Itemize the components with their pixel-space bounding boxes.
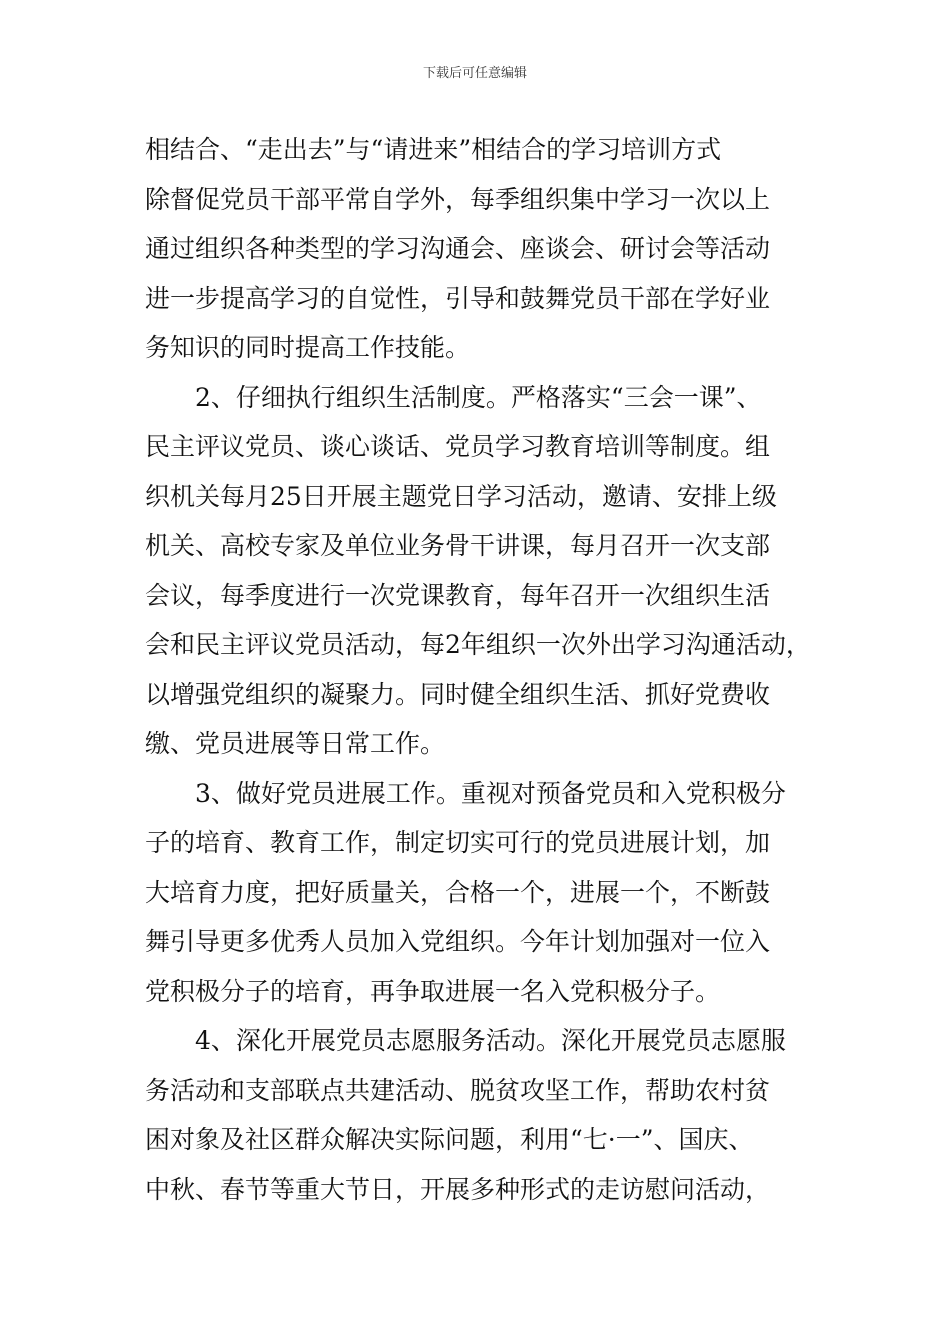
text-line: 中秋、春节等重大节日，开展多种形式的走访慰问活动， (145, 1174, 771, 1204)
text-line: 民主评议党员、谈心谈话、党员学习教育培训等制度。组 (145, 432, 771, 461)
text-line: 舞引导更多优秀人员加入党组织。今年计划加强对一位入 (145, 927, 771, 956)
text-line: 除督促党员干部平常自学外，每季组织集中学习一次以上 (145, 184, 771, 214)
text-line: 2、仔细执行组织生活制度。严格落实“三会一课”、 (195, 382, 762, 412)
text-line: 会议，每季度进行一次党课教育，每年召开一次组织生活 (145, 580, 771, 610)
text-line: 子的培育、教育工作，制定切实可行的党员进展计划，加 (145, 828, 771, 857)
text-line: 缴、党员进展等日常工作。 (145, 729, 446, 758)
text-line: 务活动和支部联点共建活动、脱贫攻坚工作，帮助农村贫 (145, 1075, 771, 1105)
text-line: 党积极分子的培育，再争取进展一名入党积极分子。 (145, 976, 721, 1006)
text-line: 会和民主评议党员活动，每2年组织一次外出学习沟通活动， (145, 630, 811, 659)
text-line: 以增强党组织的凝聚力。同时健全组织生活、抓好党费收 (145, 679, 771, 709)
text-line: 3、做好党员进展工作。重视对预备党员和入党积极分 (195, 778, 786, 808)
text-line: 务知识的同时提高工作技能。 (145, 333, 471, 362)
page-header: 下载后可任意编辑 (422, 66, 527, 81)
text-line: 相结合、“走出去”与“请进来”相结合的学习培训方式 (145, 135, 722, 164)
text-line: 大培育力度，把好质量关，合格一个，进展一个，不断鼓 (145, 877, 771, 907)
text-line: 通过组织各种类型的学习沟通会、座谈会、研讨会等活动 (145, 234, 771, 263)
document-body (145, 125, 811, 1214)
paragraph-2 (145, 373, 811, 769)
text-line: 织机关每月25日开展主题党日学习活动，邀请、安排上级 (145, 481, 777, 511)
paragraph-4 (145, 1016, 805, 1214)
text-line: 进一步提高学习的自觉性，引导和鼓舞党员干部在学好业 (145, 283, 771, 313)
text-line: 机关、高校专家及单位业务骨干讲课，每月召开一次支部 (145, 531, 771, 560)
paragraph-1 (145, 125, 805, 373)
paragraph-3 (145, 769, 805, 1017)
text-line: 困对象及社区群众解决实际问题，利用“七·一”、国庆、 (145, 1125, 754, 1154)
text-line: 4、深化开展党员志愿服务活动。深化开展党员志愿服 (195, 1026, 786, 1055)
